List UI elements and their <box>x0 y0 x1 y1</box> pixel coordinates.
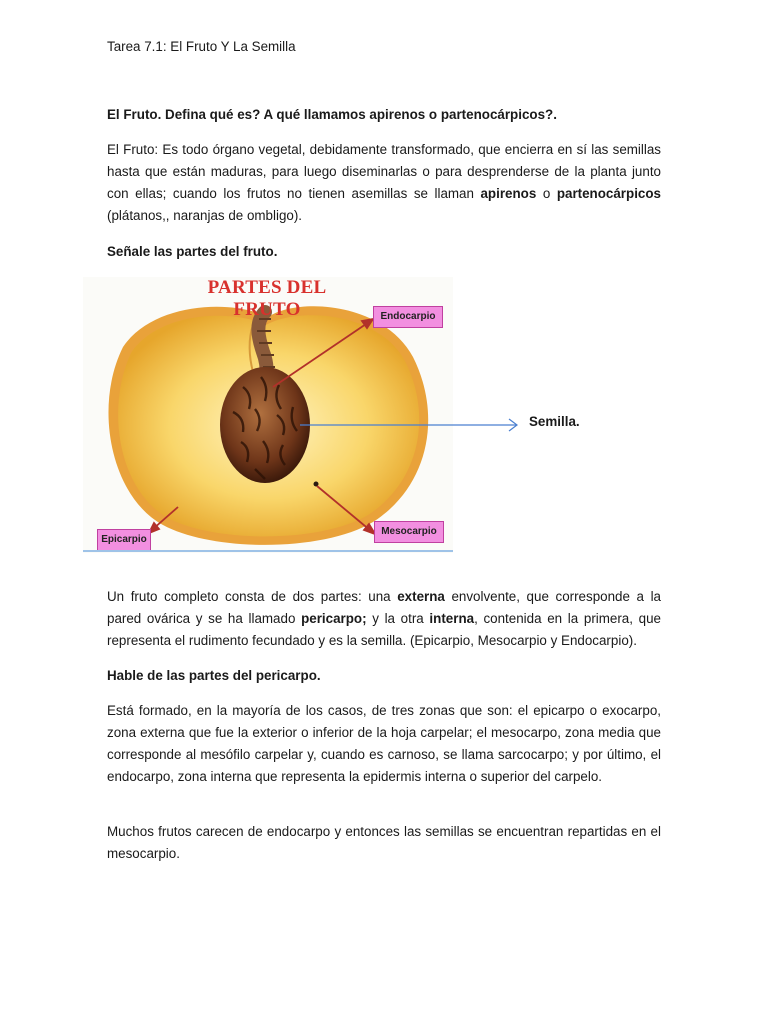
label-endocarpio: Endocarpio <box>373 306 443 328</box>
figure-baseline <box>83 550 453 552</box>
paragraph-fruto-definition: El Fruto: Es todo órgano vegetal, debidamente transformado, que encierra en sí las semillas hasta que están maduras, para luego diseminarlas o para desprenderse de la planta junto con ellas; cuando los frutos no tienen asemillas se llaman apirenos o partenocárpicos (plátanos,, naranjas de ombligo). <box>107 142 661 223</box>
semilla-label: Semilla. <box>529 414 580 429</box>
question-heading-fruto: El Fruto. Defina qué es? A qué llamamos apirenos o partenocárpicos?. <box>107 107 557 122</box>
paragraph-endocarpo: Muchos frutos carecen de endocarpo y entonces las semillas se encuentran repartidas en el mesocarpio. <box>107 824 661 861</box>
question-heading-pericarpo: Hable de las partes del pericarpo. <box>107 668 321 683</box>
semilla-arrow <box>300 418 522 432</box>
document-title: Tarea 7.1: El Fruto Y La Semilla <box>107 39 296 54</box>
paragraph-pericarpo: Está formado, en la mayoría de los casos, de tres zonas que son: el epicarpo o exocarpo, zona externa que fue la exterior o inferior de la hoja carpelar; el mesocarpo, zona media que corresponde al mesófilo carpelar y, cuando es carnoso, se llama sarcocarpo; y por último, el endocarpo, zona interna que representa la epidermis interna o superior del carpelo. <box>107 703 661 784</box>
label-epicarpio: Epicarpio <box>97 529 151 551</box>
paragraph-fruto-completo: Un fruto completo consta de dos partes: una externa envolvente, que corresponde a la pared ovárica y se ha llamado pericarpo; y la otra interna, contenida en la primera, que representa el rudimento fecundado y es la semilla. (Epicarpio, Mesocarpio y Endocarpio). <box>107 589 661 648</box>
label-mesocarpio: Mesocarpio <box>374 521 444 543</box>
question-heading-partes: Señale las partes del fruto. <box>107 244 278 259</box>
figure-title: PARTES DEL FRUTO <box>207 277 327 320</box>
fruit-diagram <box>83 277 453 553</box>
